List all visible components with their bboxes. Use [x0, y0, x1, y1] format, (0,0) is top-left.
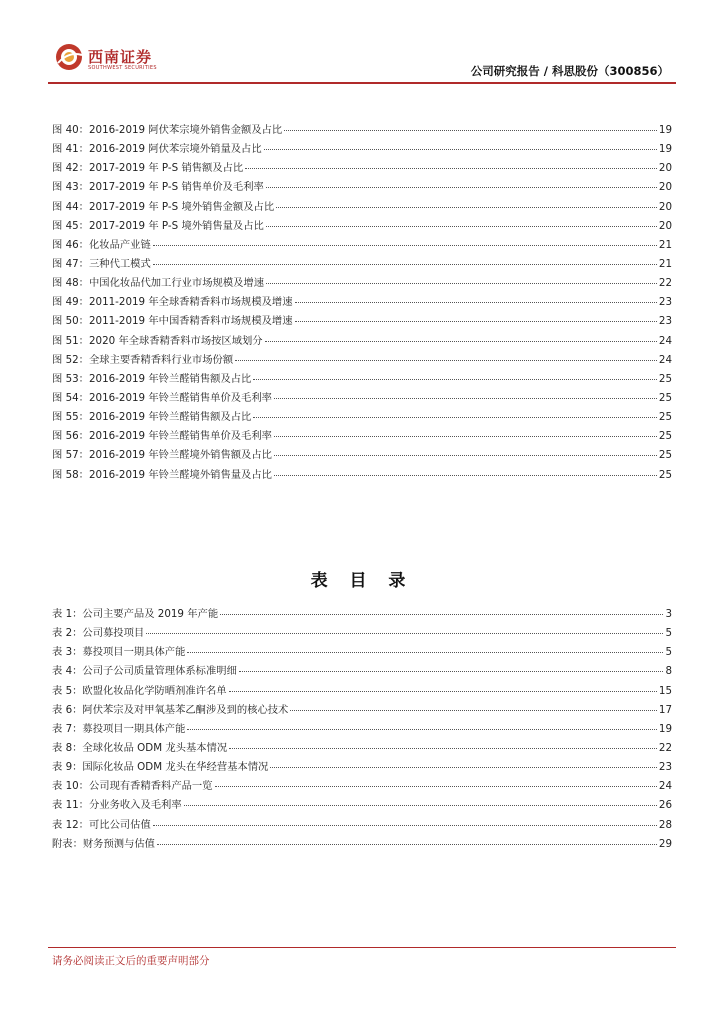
figure-list-item-page-number: 25	[658, 391, 672, 404]
table-list-item-label: 表 8：全球化妆品 ODM 龙头基本情况	[52, 741, 228, 754]
figure-list-item-label: 图 54：2016-2019 年铃兰醛销售单价及毛利率	[52, 391, 272, 404]
figure-list-item-page-number: 22	[658, 277, 672, 290]
table-list-item[interactable]	[52, 701, 672, 720]
dot-leader	[253, 379, 657, 380]
figure-list-item-page-number: 21	[658, 238, 672, 251]
figure-list-item[interactable]	[52, 466, 672, 485]
table-list-item[interactable]	[52, 758, 672, 777]
table-list-item-label: 表 7：募投项目一期具体产能	[52, 722, 186, 735]
dot-leader	[274, 398, 657, 399]
figure-list-item-label: 图 51：2020 年全球香精香料市场按区域划分	[52, 334, 263, 347]
table-list-item-label: 表 2：公司募投项目	[52, 627, 145, 640]
table-list-item-label: 表 4：公司子公司质量管理体系标准明细	[52, 665, 237, 678]
table-list-item[interactable]	[52, 682, 672, 701]
table-list-item-label: 表 5：欧盟化妆品化学防晒剂准许名单	[52, 684, 227, 697]
table-list-title: 表 目 录	[310, 571, 414, 591]
figure-list-item[interactable]	[52, 351, 672, 370]
dot-leader	[153, 264, 657, 265]
figure-list-item-label: 图 57：2016-2019 年铃兰醛境外销售额及占比	[52, 449, 272, 462]
figure-list-item-page-number: 25	[658, 449, 672, 462]
dot-leader	[187, 652, 663, 653]
figure-list-item-label: 图 48：中国化妆品代加工行业市场规模及增速	[52, 277, 265, 290]
figure-list-item[interactable]	[52, 255, 672, 274]
dot-leader	[266, 283, 657, 284]
page-header	[0, 0, 724, 80]
dot-leader	[290, 710, 657, 711]
figure-list-item-page-number: 25	[658, 411, 672, 424]
figure-list-item[interactable]	[52, 198, 672, 217]
table-list-item[interactable]	[52, 777, 672, 796]
table-list-item-page-number: 5	[665, 646, 672, 659]
figure-list-item-label: 图 43：2017-2019 年 P-S 销售单价及毛利率	[52, 181, 264, 194]
figure-list-item-label: 图 44：2017-2019 年 P-S 境外销售金额及占比	[52, 200, 275, 213]
figure-list-item-label: 图 47：三种代工模式	[52, 257, 151, 270]
report-label: 公司研究报告 / 科思股份（300856）	[470, 64, 669, 78]
dot-leader	[266, 226, 657, 227]
figure-list-item-label: 图 45：2017-2019 年 P-S 境外销售量及占比	[52, 219, 264, 232]
figure-list-item-page-number: 24	[658, 334, 672, 347]
dot-leader	[245, 168, 657, 169]
figure-list-item[interactable]	[52, 332, 672, 351]
dot-leader	[184, 805, 657, 806]
table-list-item[interactable]	[52, 662, 672, 681]
table-list-item-label: 表 10：公司现有香精香料产品一览	[52, 780, 213, 793]
figure-list-item-page-number: 23	[658, 296, 672, 309]
table-list-item-page-number: 8	[665, 665, 672, 678]
figure-list-item[interactable]	[52, 236, 672, 255]
figure-list-item-label: 图 50：2011-2019 年中国香精香料市场规模及增速	[52, 315, 293, 328]
table-list-item[interactable]	[52, 796, 672, 815]
dot-leader	[264, 149, 657, 150]
figure-list-item[interactable]	[52, 408, 672, 427]
dot-leader	[229, 691, 657, 692]
table-list-item-page-number: 19	[658, 722, 672, 735]
dot-leader	[153, 825, 657, 826]
figure-list-item-label: 图 42：2017-2019 年 P-S 销售额及占比	[52, 162, 244, 175]
figure-list-item[interactable]	[52, 217, 672, 236]
dot-leader	[274, 455, 657, 456]
figure-list-item-page-number: 20	[658, 181, 672, 194]
table-list-item[interactable]	[52, 720, 672, 739]
table-list-item-page-number: 26	[658, 799, 672, 812]
dot-leader	[270, 767, 657, 768]
dot-leader	[284, 130, 657, 131]
table-list-item-page-number: 17	[658, 703, 672, 716]
figure-list-item-page-number: 25	[658, 372, 672, 385]
figure-list-item-page-number: 25	[658, 468, 672, 481]
figure-list-item[interactable]	[52, 274, 672, 293]
dot-leader	[295, 302, 657, 303]
dot-leader	[266, 187, 657, 188]
table-list-item-page-number: 29	[658, 837, 672, 850]
figure-list-item-page-number: 19	[658, 124, 672, 136]
company-logo-subtitle: SOUTHWEST SECURITIES	[88, 65, 157, 71]
figure-list-item[interactable]	[52, 446, 672, 465]
table-list-item-label: 表 1：公司主要产品及 2019 年产能	[52, 608, 219, 620]
table-list-item[interactable]	[52, 605, 672, 624]
dot-leader	[253, 417, 657, 418]
table-list-item[interactable]	[52, 624, 672, 643]
dot-leader	[146, 633, 663, 634]
dot-leader	[274, 475, 657, 476]
table-list-item-page-number: 23	[658, 761, 672, 774]
footer-divider	[48, 947, 676, 948]
dot-leader	[215, 786, 657, 787]
dot-leader	[235, 360, 657, 361]
figure-list-item-page-number: 25	[658, 430, 672, 443]
figure-list-item-page-number: 23	[658, 315, 672, 328]
dot-leader	[229, 748, 657, 749]
table-list-item[interactable]	[52, 835, 672, 854]
figure-list-item-label: 图 58：2016-2019 年铃兰醛境外销售量及占比	[52, 468, 272, 481]
figure-list-item[interactable]	[52, 389, 672, 408]
figure-list-item-label: 图 40：2016-2019 阿伏苯宗境外销售金额及占比	[52, 124, 283, 136]
dot-leader	[295, 321, 657, 322]
table-list	[52, 605, 672, 854]
table-list-item-label: 表 9：国际化妆品 ODM 龙头在华经营基本情况	[52, 761, 269, 774]
figure-list-item-page-number: 20	[658, 162, 672, 175]
dot-leader	[239, 671, 664, 672]
figure-list-item-page-number: 24	[658, 353, 672, 366]
table-list-item-label: 表 11：分业务收入及毛利率	[52, 799, 182, 812]
figure-list-item[interactable]	[52, 121, 672, 140]
figure-list-item-label: 图 56：2016-2019 年铃兰醛销售单价及毛利率	[52, 430, 272, 443]
figure-list-item-label: 图 49：2011-2019 年全球香精香料市场规模及增速	[52, 296, 293, 309]
table-list-item-page-number: 28	[658, 818, 672, 831]
table-list-item-page-number: 5	[665, 627, 672, 640]
header-divider	[48, 82, 676, 84]
figure-list-item-label: 图 52：全球主要香精香料行业市场份额	[52, 353, 234, 366]
table-list-item[interactable]	[52, 816, 672, 835]
figure-list-item-page-number: 19	[658, 143, 672, 156]
table-list-item[interactable]	[52, 643, 672, 662]
figure-list-item-label: 图 46：化妆品产业链	[52, 238, 151, 251]
figure-list-item[interactable]	[52, 427, 672, 446]
dot-leader	[274, 436, 657, 437]
figure-list-item[interactable]	[52, 140, 672, 159]
dot-leader	[276, 207, 657, 208]
figure-list-item[interactable]	[52, 293, 672, 312]
table-list-item-label: 表 6：阿伏苯宗及对甲氧基苯乙酮涉及到的核心技术	[52, 703, 289, 716]
dot-leader	[187, 729, 657, 730]
figure-list-item-page-number: 20	[658, 200, 672, 213]
figure-list-item[interactable]	[52, 159, 672, 178]
company-logo-name: 西南证券	[88, 48, 153, 66]
dot-leader	[220, 614, 663, 615]
table-list-item-page-number: 24	[658, 780, 672, 793]
dot-leader	[153, 245, 657, 246]
figure-list-item-label: 图 55：2016-2019 年铃兰醛销售额及占比	[52, 411, 252, 424]
footer-disclaimer: 请务必阅读正文后的重要声明部分	[52, 955, 210, 967]
figure-list	[52, 121, 672, 485]
figure-list-item[interactable]	[52, 178, 672, 197]
table-list-item-page-number: 22	[658, 741, 672, 754]
table-list-item-label: 表 3：募投项目一期具体产能	[52, 646, 186, 659]
figure-list-item-page-number: 21	[658, 257, 672, 270]
table-list-item-page-number: 15	[658, 684, 672, 697]
figure-list-item[interactable]	[52, 312, 672, 331]
figure-list-item[interactable]	[52, 370, 672, 389]
dot-leader	[157, 844, 657, 845]
table-list-item-page-number: 3	[665, 608, 672, 620]
table-list-item-label: 表 12：可比公司估值	[52, 818, 151, 831]
table-list-item[interactable]	[52, 739, 672, 758]
table-list-item-label: 附表：财务预测与估值	[52, 837, 155, 850]
company-logo-icon	[55, 43, 85, 71]
figure-list-item-label: 图 41：2016-2019 阿伏苯宗境外销量及占比	[52, 143, 262, 156]
dot-leader	[265, 341, 657, 342]
figure-list-item-page-number: 20	[658, 219, 672, 232]
figure-list-item-label: 图 53：2016-2019 年铃兰醛销售额及占比	[52, 372, 252, 385]
